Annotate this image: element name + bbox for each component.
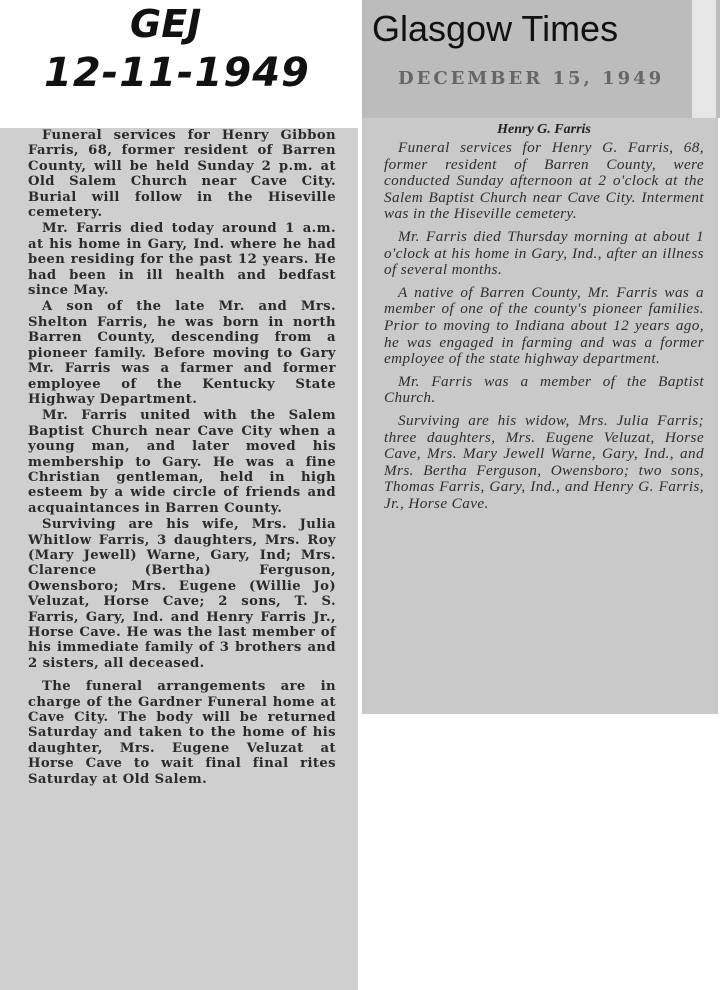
blank-area [362, 714, 720, 990]
right-clipping-date: DECEMBER 15, 1949 [398, 68, 665, 89]
right-paper-name: Glasgow Times [372, 8, 619, 49]
right-paragraph: Mr. Farris was a member of the Baptist Church. [384, 372, 704, 407]
right-obituary-clipping [362, 118, 718, 714]
left-paragraph: A son of the late Mr. and Mrs. Shelton Farris, he was born in north Barren County, descending from a pioneer family. Before moving to Gary Mr. Farris was a farmer and former employee of the Kentucky State Highway Department. [28, 299, 336, 407]
right-paragraph: Funeral services for Henry G. Farris, 68, former resident of Barren County, were conducted Sunday afternoon at 2 o'clock at the Salem Baptist Church near Cave City. Interment was in the Hiseville cemetery. [384, 139, 704, 223]
left-paragraph: The funeral arrangements are in charge of the Gardner Funeral home at Cave City. The body will be returned Saturday and taken to the home of his daughter, Mrs. Eugene Veluzat at Horse Cave to wait final final rites Saturday at Old Salem. [28, 679, 336, 787]
left-paragraph: Surviving are his wife, Mrs. Julia Whitlow Farris, 3 daughters, Mrs. Roy (Mary Jewell) Warne, Gary, Ind; Mrs. Clarence (Bertha) Ferguson, Owensboro; Mrs. Eugene (Willie Jo) Veluzat, Horse Cave; 2 sons, T. S. Farris, Gary, Ind. and Henry Farris Jr., Horse Cave. He was the last member of his immediate family of 3 brothers and 2 sisters, all deceased. [28, 517, 336, 671]
right-clipping-header [362, 0, 720, 118]
left-paragraph: Mr. Farris united with the Salem Baptist Church near Cave City when a young man, and later moved his membership to Gary. He was a fine Christian gentleman, held in high esteem by a wide circle of friends and acquaintances in Barren County. [28, 408, 336, 516]
right-paragraph: A native of Barren County, Mr. Farris was a member of one of the county's pioneer families. Prior to moving to Indiana about 12 years ago, he was engaged in farming and was a former employee of the state highway department. [384, 283, 704, 368]
left-clipping-date: 12-11-1949 [44, 50, 310, 96]
left-obituary-clipping [0, 128, 358, 990]
left-paper-name: GEJ [130, 2, 202, 46]
obituary-headline: Henry G. Farris [497, 122, 591, 137]
right-paragraph: Mr. Farris died Thursday morning at about 1 o'clock at his home in Gary, Ind., after an illness of several months. [384, 227, 704, 279]
left-paragraph: Funeral services for Henry Gibbon Farris, 68, former resident of Barren County, will be held Sunday 2 p.m. at Old Salem Church near Cave City. Burial will follow in the Hiseville cemetery. [28, 128, 336, 221]
clipping-edge [692, 0, 716, 118]
left-paragraph: Mr. Farris died today around 1 a.m. at his home in Gary, Ind. where he had been residing for the past 12 years. He had been in ill health and bedfast since May. [28, 221, 336, 299]
right-paragraph: Surviving are his widow, Mrs. Julia Farris; three daughters, Mrs. Eugene Veluzat, Horse Cave, Mrs. Mary Jewell Warne, Gary, Ind., and Mrs. Bertha Ferguson, Owensboro; two sons, Thomas Farris, Gary, Ind., and Henry G. Farris, Jr., Horse Cave. [384, 411, 704, 512]
left-clipping-header [0, 0, 362, 128]
